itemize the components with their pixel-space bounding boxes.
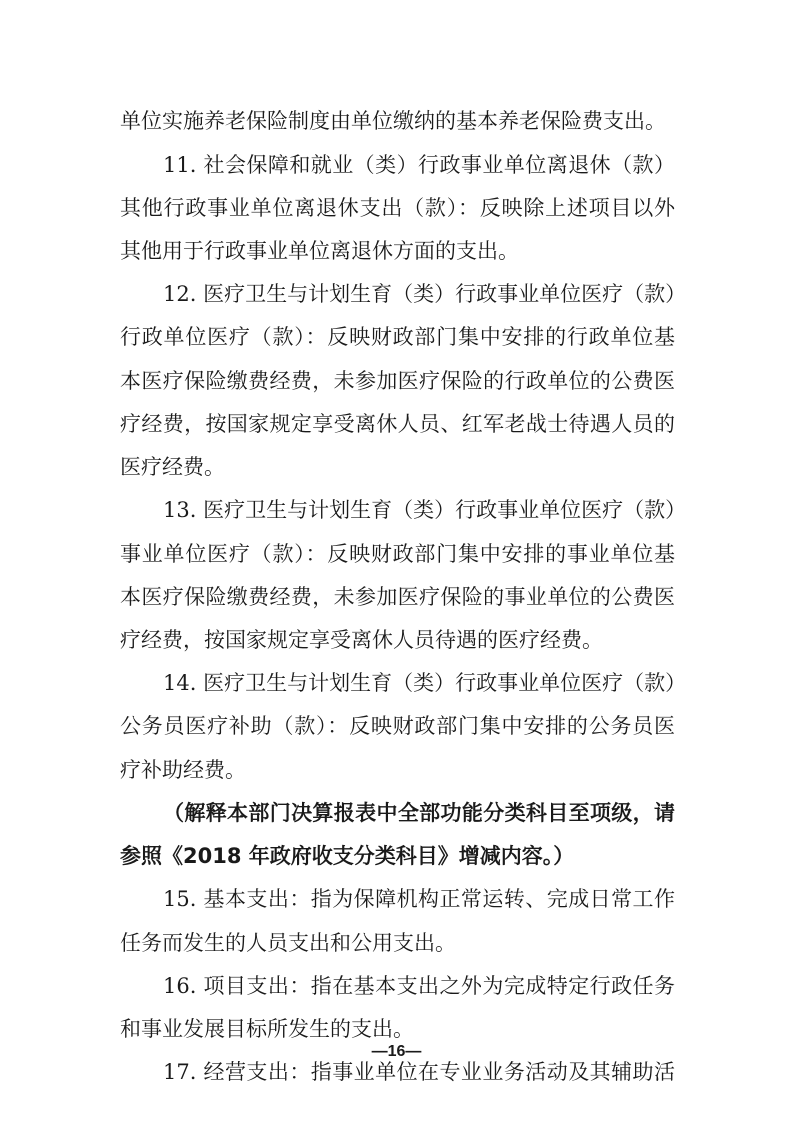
paragraph-line: 其他用于行政事业单位离退休方面的支出。 bbox=[120, 239, 519, 263]
paragraph-line: 疗补助经费。 bbox=[120, 758, 246, 782]
paragraph-line: 本医疗保险缴费经费，未参加医疗保险的行政单位的公费医 bbox=[120, 369, 675, 393]
paragraph-line: 任务而发生的人员支出和公用支出。 bbox=[120, 931, 456, 955]
paragraph-line: 14. 医疗卫生与计划生育（类）行政事业单位医疗（款） bbox=[163, 671, 687, 695]
paragraph-line: 11. 社会保障和就业（类）行政事业单位离退休（款） bbox=[163, 153, 675, 177]
paragraph-line: 12. 医疗卫生与计划生育（类）行政事业单位医疗（款） bbox=[163, 282, 687, 306]
paragraph-line: 疗经费，按国家规定享受离休人员待遇的医疗经费。 bbox=[120, 628, 603, 652]
paragraph-line: 单位实施养老保险制度由单位缴纳的基本养老保险费支出。 bbox=[120, 109, 666, 133]
paragraph-line: 16. 项目支出：指在基本支出之外为完成特定行政任务 bbox=[163, 974, 675, 998]
paragraph-line: 疗经费，按国家规定享受离休人员、红军老战士待遇人员的 bbox=[120, 412, 675, 436]
page-number: —16— bbox=[371, 1043, 422, 1060]
paragraph-line: 医疗经费。 bbox=[120, 455, 225, 479]
paragraph-line: 其他行政事业单位离退休支出（款）：反映除上述项目以外 bbox=[120, 196, 675, 220]
bold-note-line: 参照《2018 年政府收支分类科目》增减内容。） bbox=[120, 844, 575, 868]
paragraph-line: 17. 经营支出：指事业单位在专业业务活动及其辅助活 bbox=[163, 1060, 675, 1084]
bold-note-line: （解释本部门决算报表中全部功能分类科目至项级，请 bbox=[163, 801, 675, 825]
paragraph-line: 事业单位医疗（款）：反映财政部门集中安排的事业单位基 bbox=[120, 542, 675, 566]
paragraph-line: 行政单位医疗（款）：反映财政部门集中安排的行政单位基 bbox=[120, 325, 675, 349]
paragraph-line: 15. 基本支出：指为保障机构正常运转、完成日常工作 bbox=[163, 887, 675, 911]
paragraph-line: 公务员医疗补助（款）：反映财政部门集中安排的公务员医 bbox=[120, 714, 675, 738]
paragraph-line: 本医疗保险缴费经费，未参加医疗保险的事业单位的公费医 bbox=[120, 585, 675, 609]
paragraph-line: 13. 医疗卫生与计划生育（类）行政事业单位医疗（款） bbox=[163, 498, 687, 522]
paragraph-line: 和事业发展目标所发生的支出。 bbox=[120, 1017, 414, 1041]
